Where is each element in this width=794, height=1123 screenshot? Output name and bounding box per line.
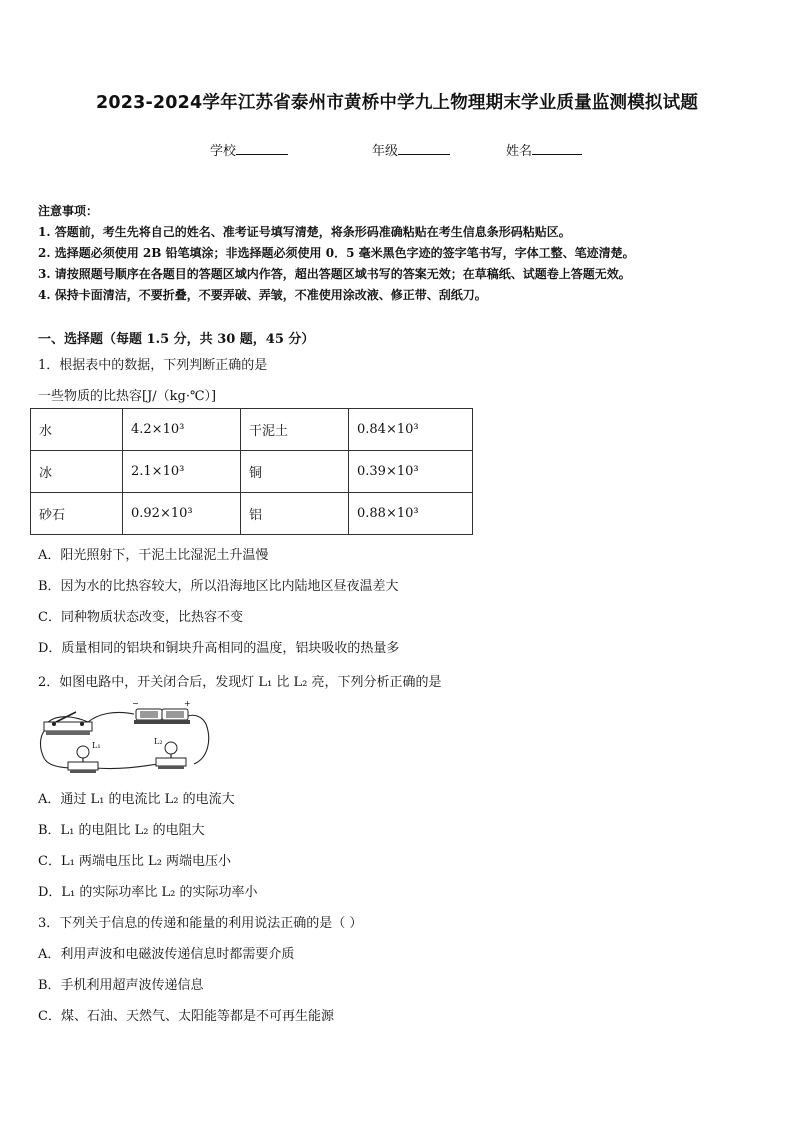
l2-label: L₂ xyxy=(154,737,163,746)
option-a: A．利用声波和电磁波传递信息时都需要介质 xyxy=(38,947,295,962)
name-label: 姓名 xyxy=(506,144,533,159)
option-c: C．煤、石油、天然气、太阳能等都是不可再生能源 xyxy=(38,1009,334,1024)
battery-icon xyxy=(132,700,191,724)
name-field[interactable] xyxy=(506,140,582,159)
table-cell: 冰 xyxy=(31,451,123,493)
grade-blank[interactable] xyxy=(398,141,450,155)
wire xyxy=(88,712,134,722)
table-cell: 2.1×10³ xyxy=(123,451,241,493)
table-caption: 一些物质的比热容[J/（kg·℃）] xyxy=(38,389,217,404)
table-cell: 0.39×10³ xyxy=(349,451,473,493)
bulb-l2-icon xyxy=(154,737,186,769)
wire xyxy=(94,764,158,769)
notes-item: 2. 选择题必须使用 2B 铅笔填涂；非选择题必须使用 0．5 毫米黑色字迹的签字笔书写，字体工整、笔迹清楚。 xyxy=(38,246,635,260)
specific-heat-table xyxy=(30,408,473,535)
option-c: C．L₁ 两端电压比 L₂ 两端电压小 xyxy=(38,854,232,869)
question-3-stem: 3．下列关于信息的传递和能量的利用说法正确的是（ ） xyxy=(38,916,363,931)
option-a: A．通过 L₁ 的电流比 L₂ 的电流大 xyxy=(38,792,235,807)
switch-icon xyxy=(44,712,92,735)
option-b: B．因为水的比热容较大，所以沿海地区比内陆地区昼夜温差大 xyxy=(38,579,399,594)
school-field[interactable] xyxy=(210,140,288,159)
school-label: 学校 xyxy=(210,144,237,159)
table-cell: 水 xyxy=(31,409,123,451)
option-a: A．阳光照射下，干泥土比湿泥土升温慢 xyxy=(38,548,269,563)
table-row xyxy=(31,493,473,535)
option-b: B．L₁ 的电阻比 L₂ 的电阻大 xyxy=(38,823,205,838)
option-d: D．L₁ 的实际功率比 L₂ 的实际功率小 xyxy=(38,885,258,900)
battery-minus-label: − xyxy=(132,700,139,708)
question-1-stem: 1．根据表中的数据，下列判断正确的是 xyxy=(38,358,268,373)
table-cell: 4.2×10³ xyxy=(123,409,241,451)
notes-item: 3. 请按照题号顺序在各题目的答题区域内作答，超出答题区域书写的答案无效；在草稿纸、试题卷上答题无效。 xyxy=(38,267,631,281)
table-cell: 0.84×10³ xyxy=(349,409,473,451)
option-c: C．同种物质状态改变，比热容不变 xyxy=(38,610,243,625)
notes-heading: 注意事项： xyxy=(38,204,99,218)
table-cell: 0.92×10³ xyxy=(123,493,241,535)
grade-field[interactable] xyxy=(372,140,450,159)
notes-item: 4. 保持卡面清洁，不要折叠，不要弄破、弄皱，不准使用涂改液、修正带、刮纸刀。 xyxy=(38,288,487,302)
l1-label: L₁ xyxy=(92,741,101,750)
wire xyxy=(188,715,209,764)
table-cell: 铝 xyxy=(241,493,349,535)
name-blank[interactable] xyxy=(532,141,582,155)
wire xyxy=(48,717,88,722)
option-b: B．手机利用超声波传递信息 xyxy=(38,978,204,993)
circuit-diagram xyxy=(34,700,214,776)
question-2-stem: 2．如图电路中，开关闭合后，发现灯 L₁ 比 L₂ 亮，下列分析正确的是 xyxy=(38,675,442,690)
table-row xyxy=(31,409,473,451)
table-row xyxy=(31,451,473,493)
bulb-l1-icon xyxy=(68,741,101,773)
school-blank[interactable] xyxy=(236,141,288,155)
table-cell: 铜 xyxy=(241,451,349,493)
notes-item: 1. 答题前，考生先将自己的姓名、准考证号填写清楚，将条形码准确粘贴在考生信息条形码粘贴区。 xyxy=(38,225,571,239)
table-cell: 砂石 xyxy=(31,493,123,535)
table-cell: 0.88×10³ xyxy=(349,493,473,535)
student-info xyxy=(0,140,794,160)
table-cell: 干泥土 xyxy=(241,409,349,451)
battery-plus-label: + xyxy=(184,700,191,708)
section-heading: 一、选择题（每题 1.5 分，共 30 题，45 分） xyxy=(38,332,315,347)
option-d: D．质量相同的铝块和铜块升高相同的温度，铝块吸收的热量多 xyxy=(38,641,400,656)
grade-label: 年级 xyxy=(372,144,399,159)
page-title: 2023-2024学年江苏省泰州市黄桥中学九上物理期末学业质量监测模拟试题 xyxy=(95,93,699,113)
